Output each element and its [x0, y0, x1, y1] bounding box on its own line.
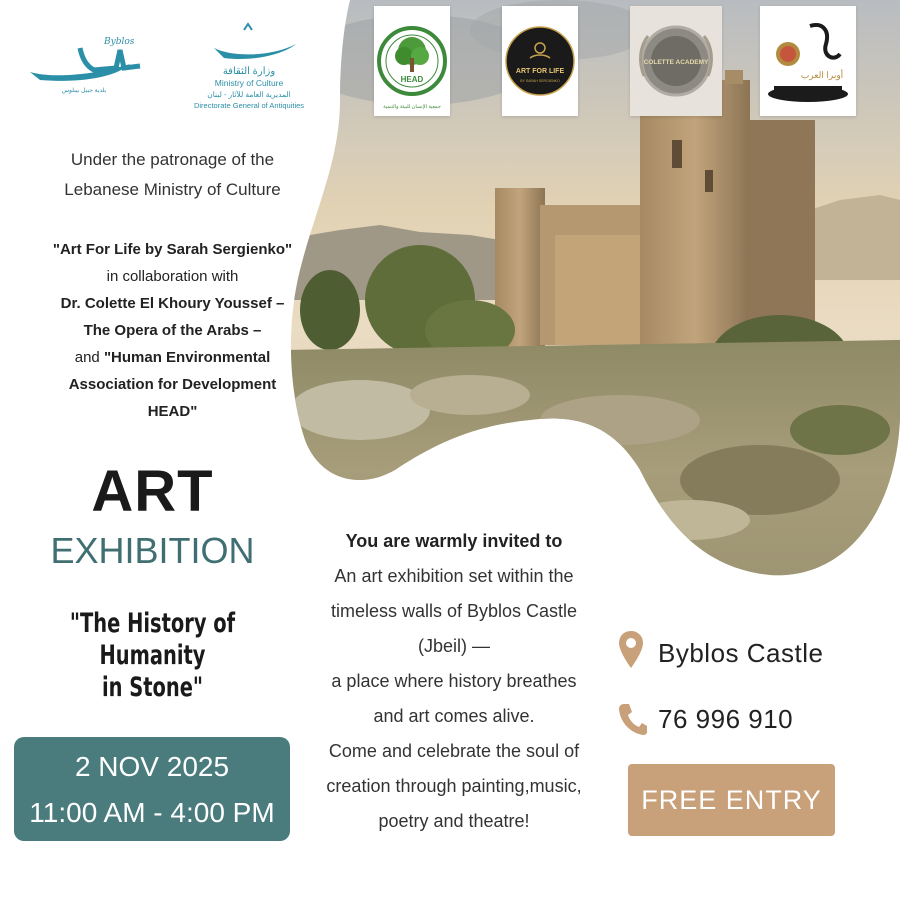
invitation-line: timeless walls of Byblos Castle: [330, 601, 578, 621]
patronage-text: [20, 145, 325, 205]
patronage-line-1: Under the patronage of the: [70, 150, 275, 169]
invitation-line: a place where history breathes: [331, 671, 577, 691]
collab-line-1: "Art For Life by Sarah Sergienko": [52, 241, 293, 258]
colette-academy-logo: [630, 6, 722, 116]
art-for-life-logo: [502, 6, 578, 116]
map-pin-icon: [618, 630, 644, 670]
ministry-english-bottom: Directorate General of Antiquities: [193, 101, 305, 110]
byblos-logo-latin: Byblos: [104, 37, 135, 47]
head-association-logo: [374, 6, 450, 116]
exhibition-title: [43, 608, 263, 704]
collab-line-5-prefix: and: [74, 349, 104, 366]
collab-line-6: Association for Development: [68, 376, 277, 393]
ministry-arabic-bottom: المديرية العامة للآثار - لبنان: [207, 90, 291, 99]
collaboration-text: [20, 236, 325, 425]
head-logo-label: HEAD: [400, 75, 424, 84]
exhibition-title-line-1: "The History of Humanity: [69, 608, 236, 671]
invitation-heading: You are warmly invited to: [345, 531, 563, 551]
date-time-box: [14, 737, 290, 841]
phone-number: 76 996 910: [658, 704, 794, 734]
byblos-logo-subtitle: بلدية جبيل بيبلوس: [61, 88, 107, 94]
head-logo-ring: جمعية الإنسان للبيئة والتنمية: [383, 104, 441, 110]
collab-line-4: The Opera of the Arabs –: [83, 322, 262, 339]
event-time: 11:00 AM - 4:00 PM: [29, 797, 275, 828]
exhibition-title-line-2: in Stone": [101, 672, 204, 703]
opera-logo-arabic: أوبرا العرب: [800, 70, 844, 80]
collab-line-3: Dr. Colette El Khoury Youssef –: [60, 295, 285, 312]
collab-line-5: "Human Environmental: [103, 349, 271, 366]
patronage-line-2: Lebanese Ministry of Culture: [64, 180, 281, 199]
invitation-line: creation through painting,music,: [326, 776, 582, 796]
invitation-line: (Jbeil) —: [417, 636, 490, 656]
invitation-line: and art comes alive.: [373, 706, 535, 726]
opera-of-the-arabs-logo: [760, 6, 856, 116]
invitation-line: poetry and theatre!: [378, 811, 530, 831]
ministry-english: Ministry of Culture: [214, 78, 284, 88]
colette-label: COLETTE ACADEMY: [643, 59, 709, 66]
ministry-of-culture-logo: [184, 18, 314, 114]
art-for-life-sub: BY SARAH SERGIENKO: [520, 79, 560, 83]
art-for-life-label: ART FOR LIFE: [515, 68, 565, 75]
location-row: [616, 628, 896, 680]
invitation-line: Come and celebrate the soul of: [328, 741, 580, 761]
byblos-municipality-logo: [20, 28, 148, 100]
phone-icon: [618, 702, 648, 736]
collab-line-7: HEAD": [147, 403, 198, 420]
art-heading: ART: [91, 459, 214, 524]
exhibition-heading: EXHIBITION: [50, 530, 255, 571]
invitation-text: [300, 527, 608, 839]
invitation-line: An art exhibition set within the: [334, 566, 574, 586]
collab-line-2: in collaboration with: [106, 268, 239, 285]
phone-row: [616, 698, 896, 744]
ministry-arabic-top: وزارة الثقافة: [222, 66, 276, 77]
event-date: 2 NOV 2025: [74, 751, 230, 782]
free-entry-button[interactable]: FREE ENTRY: [628, 764, 835, 836]
location-text: Byblos Castle: [658, 638, 824, 668]
